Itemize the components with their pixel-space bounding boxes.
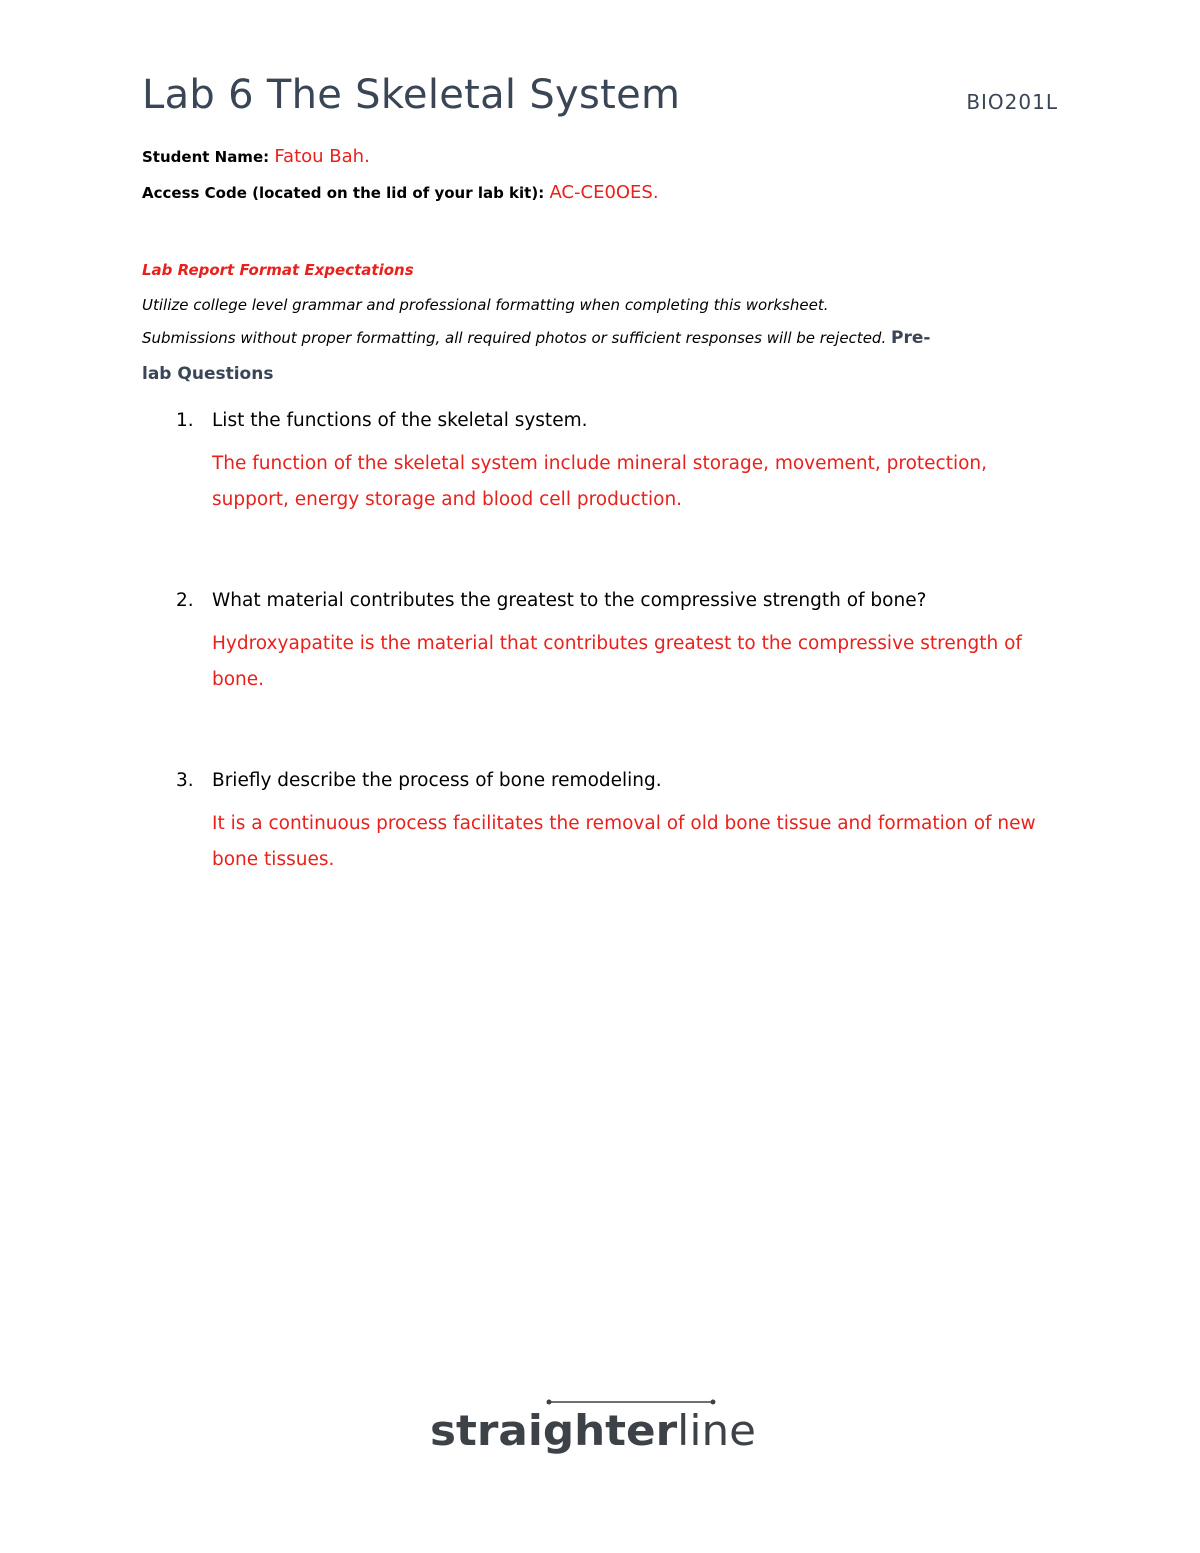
logo-light: line xyxy=(677,1406,753,1455)
access-code-label: Access Code (located on the lid of your lab kit): xyxy=(142,184,550,202)
question-answer: Hydroxyapatite is the material that contributes greatest to the compressive strength of bone. xyxy=(212,633,1022,690)
expectations-line-1: Utilize college level grammar and professional formatting when completing this worksheet. xyxy=(142,296,829,314)
logo-wordmark xyxy=(430,1406,756,1455)
question-answer: It is a continuous process facilitates the removal of old bone tissue and formation of new bone tissues. xyxy=(212,813,1036,870)
logo-dot-left xyxy=(547,1400,552,1405)
course-code: BIO201L xyxy=(966,90,1058,114)
question-answer: The function of the skeletal system include mineral storage, movement, protection, support, energy storage and blood cell production. xyxy=(212,453,988,510)
access-code-value: AC-CE0OES. xyxy=(549,182,659,203)
question-text: What material contributes the greatest to the compressive strength of bone? xyxy=(212,590,927,611)
page-title: Lab 6 The Skeletal System xyxy=(142,72,681,118)
expectations-line-2 xyxy=(142,328,930,348)
student-name-line xyxy=(142,146,370,167)
question-number: 2. xyxy=(176,590,194,611)
straighterline-logo xyxy=(430,1395,760,1465)
question-text: List the functions of the skeletal system. xyxy=(212,410,588,431)
expectations-heading: Lab Report Format Expectations xyxy=(142,261,414,279)
expectations-line-2-text: Submissions without proper formatting, all required photos or sufficient responses will be rejected. xyxy=(142,329,887,347)
logo-dot-right xyxy=(711,1400,716,1405)
prelab-heading-part-1: Pre- xyxy=(891,328,931,348)
access-code-line xyxy=(142,182,659,203)
prelab-heading-part-2: lab Questions xyxy=(142,364,274,384)
student-name-value: Fatou Bah. xyxy=(274,146,370,167)
question-text: Briefly describe the process of bone remodeling. xyxy=(212,770,662,791)
question-number: 1. xyxy=(176,410,194,431)
question-number: 3. xyxy=(176,770,194,791)
logo-bold: straighter xyxy=(430,1406,668,1455)
student-name-label: Student Name: xyxy=(142,148,275,166)
